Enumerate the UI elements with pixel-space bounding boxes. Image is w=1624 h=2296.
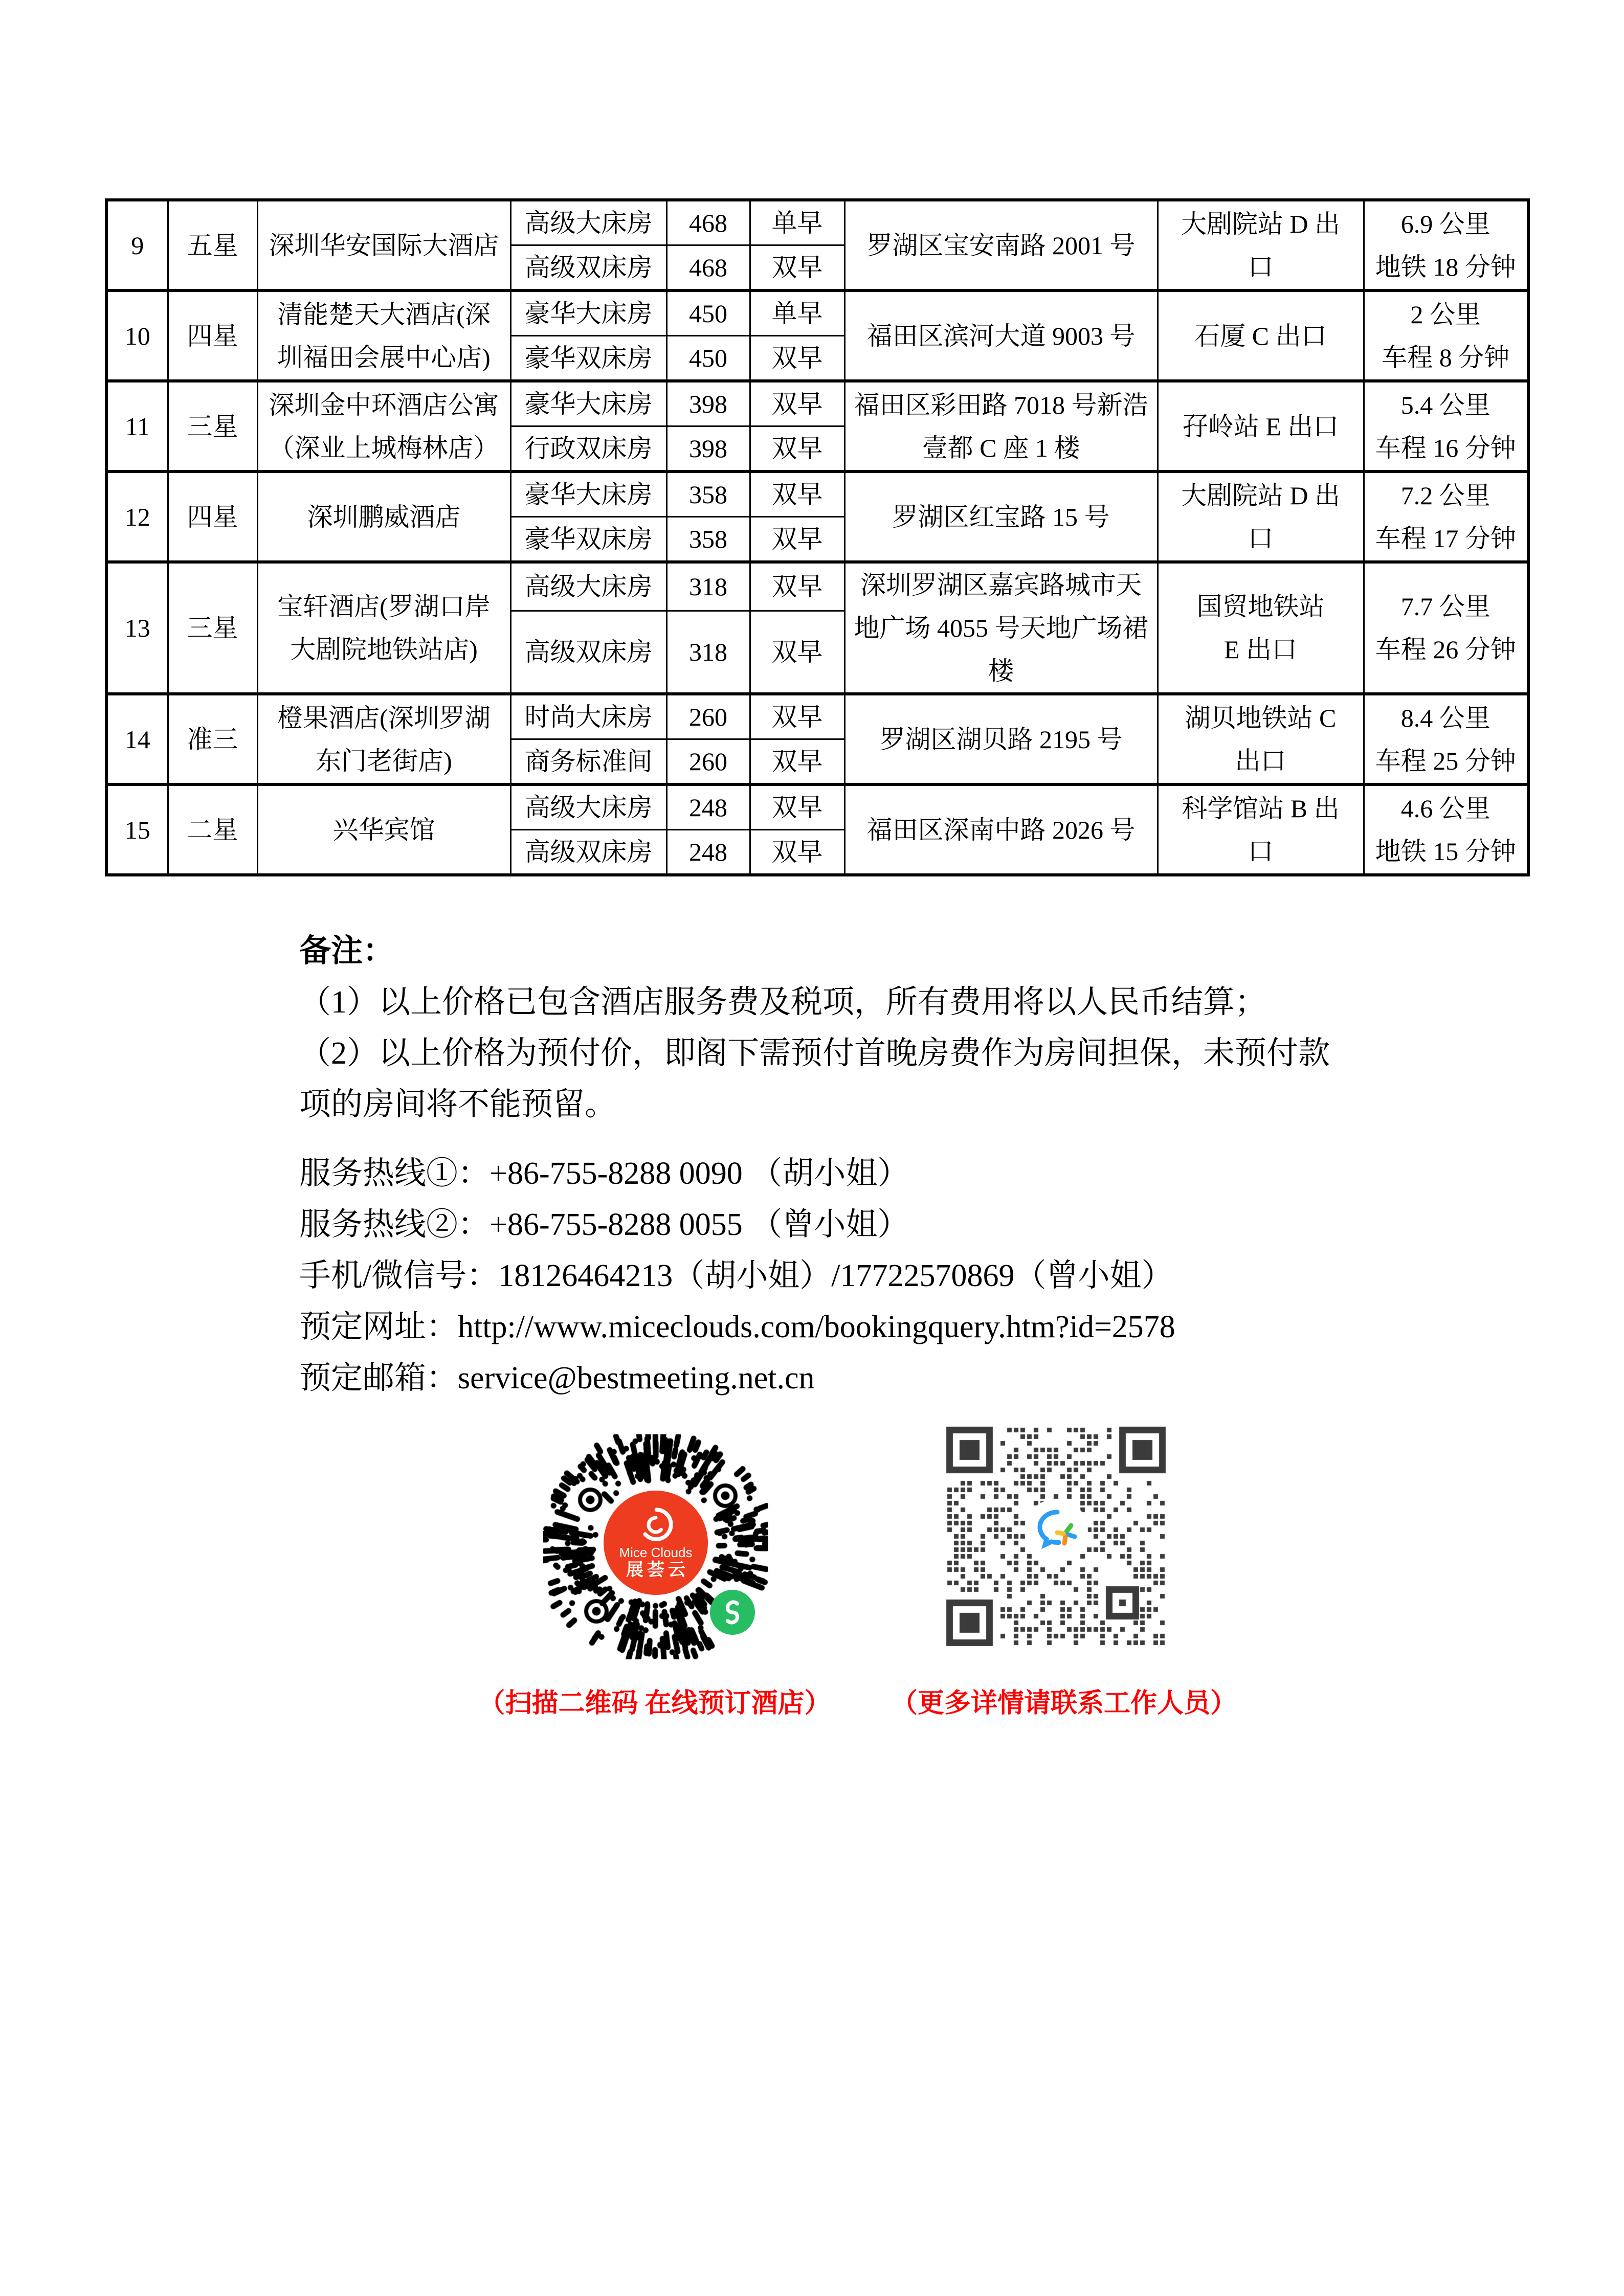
miceclouds-swirl-icon: [636, 1505, 676, 1545]
breakfast-cell: 双早: [750, 381, 844, 426]
price-cell: 358: [666, 517, 750, 562]
room-type-cell: 商务标准间: [510, 739, 666, 785]
hotline-1-label: 服务热线①：: [299, 1156, 490, 1191]
booking-email-label: 预定邮箱：: [299, 1361, 458, 1395]
room-type-cell: 高级大床房: [510, 784, 666, 830]
price-cell: 358: [666, 471, 750, 517]
metro-exit-cell: 国贸地铁站 E 出口: [1158, 562, 1364, 694]
row-number-cell: 11: [106, 381, 168, 471]
distance-cell: 8.4 公里 车程 25 分钟: [1364, 694, 1528, 784]
address-cell: 福田区滨河大道 9003 号: [844, 290, 1158, 381]
room-type-cell: 高级双床房: [510, 611, 666, 694]
miceclouds-logo-subtitle: 展荟云: [626, 1561, 689, 1580]
right-qr-caption: （更多详情请联系工作人员）: [891, 1689, 1237, 1718]
miceclouds-logo-title: Mice Clouds: [619, 1545, 693, 1560]
note-line-1: （1）以上价格已包含酒店服务费及税项，所有费用将以人民币结算；: [299, 985, 1267, 1020]
address-cell: 罗湖区红宝路 15 号: [844, 471, 1158, 562]
room-type-cell: 豪华双床房: [510, 517, 666, 562]
hotel-name-cell: 橙果酒店(深圳罗湖 东门老街店): [257, 694, 510, 784]
hotel-name-cell: 兴华宾馆: [257, 784, 510, 875]
address-cell: 福田区深南中路 2026 号: [844, 784, 1158, 875]
mobile-wechat-line: [299, 1250, 1476, 1301]
metro-exit-cell: 大剧院站 D 出 口: [1158, 200, 1364, 290]
hotel-name-cell: 清能楚天大酒店(深 圳福田会展中心店): [257, 290, 510, 381]
mobile-wechat-value: 18126464213（胡小姐）/17722570869（曾小姐）: [498, 1258, 1173, 1293]
price-cell: 248: [666, 830, 750, 875]
hotel-price-table-wrap: [105, 198, 1530, 876]
left-qr-caption: （扫描二维码 在线预订酒店）: [478, 1689, 831, 1718]
star-rating-cell: 二星: [168, 784, 257, 875]
breakfast-cell: 双早: [750, 245, 844, 291]
breakfast-cell: 单早: [750, 200, 844, 245]
address-cell: 罗湖区湖贝路 2195 号: [844, 694, 1158, 784]
wechat-miniprogram-qr: [543, 1434, 768, 1659]
room-type-cell: 豪华大床房: [510, 381, 666, 426]
room-type-cell: 高级双床房: [510, 245, 666, 291]
row-number-cell: 10: [106, 290, 168, 381]
metro-exit-cell: 孖岭站 E 出口: [1158, 381, 1364, 471]
metro-exit-cell: 大剧院站 D 出 口: [1158, 471, 1364, 562]
table-row: [106, 694, 1528, 739]
mobile-wechat-label: 手机/微信号：: [299, 1258, 499, 1293]
booking-url-label: 预定网址：: [299, 1310, 458, 1344]
room-type-cell: 豪华大床房: [510, 471, 666, 517]
star-rating-cell: 三星: [168, 381, 257, 471]
breakfast-cell: 单早: [750, 290, 844, 336]
star-rating-cell: 四星: [168, 290, 257, 381]
metro-exit-cell: 石厦 C 出口: [1158, 290, 1364, 381]
hotel-name-cell: 深圳金中环酒店公寓 （深业上城梅林店）: [257, 381, 510, 471]
table-row: [106, 562, 1528, 611]
table-row: [106, 200, 1528, 245]
table-row: [106, 784, 1528, 830]
price-cell: 260: [666, 694, 750, 739]
distance-cell: 7.7 公里 车程 26 分钟: [1364, 562, 1528, 694]
distance-cell: 2 公里 车程 8 分钟: [1364, 290, 1528, 381]
room-type-cell: 高级双床房: [510, 830, 666, 875]
breakfast-cell: 双早: [750, 611, 844, 694]
metro-exit-cell: 湖贝地铁站 C 出口: [1158, 694, 1364, 784]
price-cell: 398: [666, 426, 750, 472]
miceclouds-logo-badge: [604, 1491, 708, 1595]
distance-cell: 4.6 公里 地铁 15 分钟: [1364, 784, 1528, 875]
distance-cell: 5.4 公里 车程 16 分钟: [1364, 381, 1528, 471]
metro-exit-cell: 科学馆站 B 出 口: [1158, 784, 1364, 875]
contact-section: [299, 1148, 1476, 1404]
row-number-cell: 12: [106, 471, 168, 562]
row-number-cell: 13: [106, 562, 168, 694]
breakfast-cell: 双早: [750, 336, 844, 381]
breakfast-cell: 双早: [750, 739, 844, 785]
row-number-cell: 14: [106, 694, 168, 784]
hotline-2-label: 服务热线②：: [299, 1207, 490, 1242]
wechat-miniprogram-icon: [710, 1590, 755, 1635]
hotline-1-line: [299, 1148, 1476, 1199]
hotline-2-value: +86-755-8288 0055 （曾小姐）: [490, 1207, 909, 1242]
star-rating-cell: 四星: [168, 471, 257, 562]
hotel-price-table: [105, 198, 1530, 876]
booking-email-line: [299, 1353, 1476, 1404]
room-type-cell: 高级大床房: [510, 200, 666, 245]
table-row: [106, 471, 1528, 517]
breakfast-cell: 双早: [750, 562, 844, 611]
distance-cell: 6.9 公里 地铁 18 分钟: [1364, 200, 1528, 290]
notes-title: 备注：: [299, 934, 395, 969]
breakfast-cell: 双早: [750, 830, 844, 875]
booking-url-link[interactable]: http://www.miceclouds.com/bookingquery.htm?id=2578: [458, 1310, 1175, 1344]
row-number-cell: 9: [106, 200, 168, 290]
hotel-name-cell: 宝轩酒店(罗湖口岸 大剧院地铁站店): [257, 562, 510, 694]
breakfast-cell: 双早: [750, 471, 844, 517]
price-cell: 450: [666, 290, 750, 336]
room-type-cell: 行政双床房: [510, 426, 666, 472]
price-cell: 450: [666, 336, 750, 381]
note-line-2: （2）以上价格为预付价，即阁下需预付首晚房费作为房间担保，未预付款: [299, 1036, 1330, 1071]
star-rating-cell: 三星: [168, 562, 257, 694]
breakfast-cell: 双早: [750, 517, 844, 562]
price-cell: 318: [666, 562, 750, 611]
wecom-bubble-icon: [1026, 1501, 1087, 1562]
price-cell: 248: [666, 784, 750, 830]
breakfast-cell: 双早: [750, 426, 844, 472]
breakfast-cell: 双早: [750, 784, 844, 830]
hotline-1-value: +86-755-8288 0090 （胡小姐）: [490, 1156, 909, 1191]
room-type-cell: 高级大床房: [510, 562, 666, 611]
table-row: [106, 290, 1528, 336]
table-row: [106, 381, 1528, 426]
wecom-contact-qr: [944, 1424, 1169, 1649]
hotel-name-cell: 深圳鹏威酒店: [257, 471, 510, 562]
notes-section: [299, 926, 1373, 1130]
hotline-2-line: [299, 1199, 1476, 1250]
star-rating-cell: 准三: [168, 694, 257, 784]
breakfast-cell: 双早: [750, 694, 844, 739]
hotel-name-cell: 深圳华安国际大酒店: [257, 200, 510, 290]
note-line-3: 项的房间将不能预留。: [299, 1087, 617, 1122]
room-type-cell: 豪华双床房: [510, 336, 666, 381]
address-cell: 深圳罗湖区嘉宾路城市天 地广场 4055 号天地广场裙 楼: [844, 562, 1158, 694]
price-cell: 398: [666, 381, 750, 426]
price-cell: 468: [666, 245, 750, 291]
booking-email-link[interactable]: service@bestmeeting.net.cn: [458, 1361, 815, 1395]
room-type-cell: 时尚大床房: [510, 694, 666, 739]
price-cell: 468: [666, 200, 750, 245]
room-type-cell: 豪华大床房: [510, 290, 666, 336]
address-cell: 罗湖区宝安南路 2001 号: [844, 200, 1158, 290]
distance-cell: 7.2 公里 车程 17 分钟: [1364, 471, 1528, 562]
star-rating-cell: 五星: [168, 200, 257, 290]
row-number-cell: 15: [106, 784, 168, 875]
booking-url-line: [299, 1301, 1476, 1353]
price-cell: 318: [666, 611, 750, 694]
price-cell: 260: [666, 739, 750, 785]
address-cell: 福田区彩田路 7018 号新浩 壹都 C 座 1 楼: [844, 381, 1158, 471]
